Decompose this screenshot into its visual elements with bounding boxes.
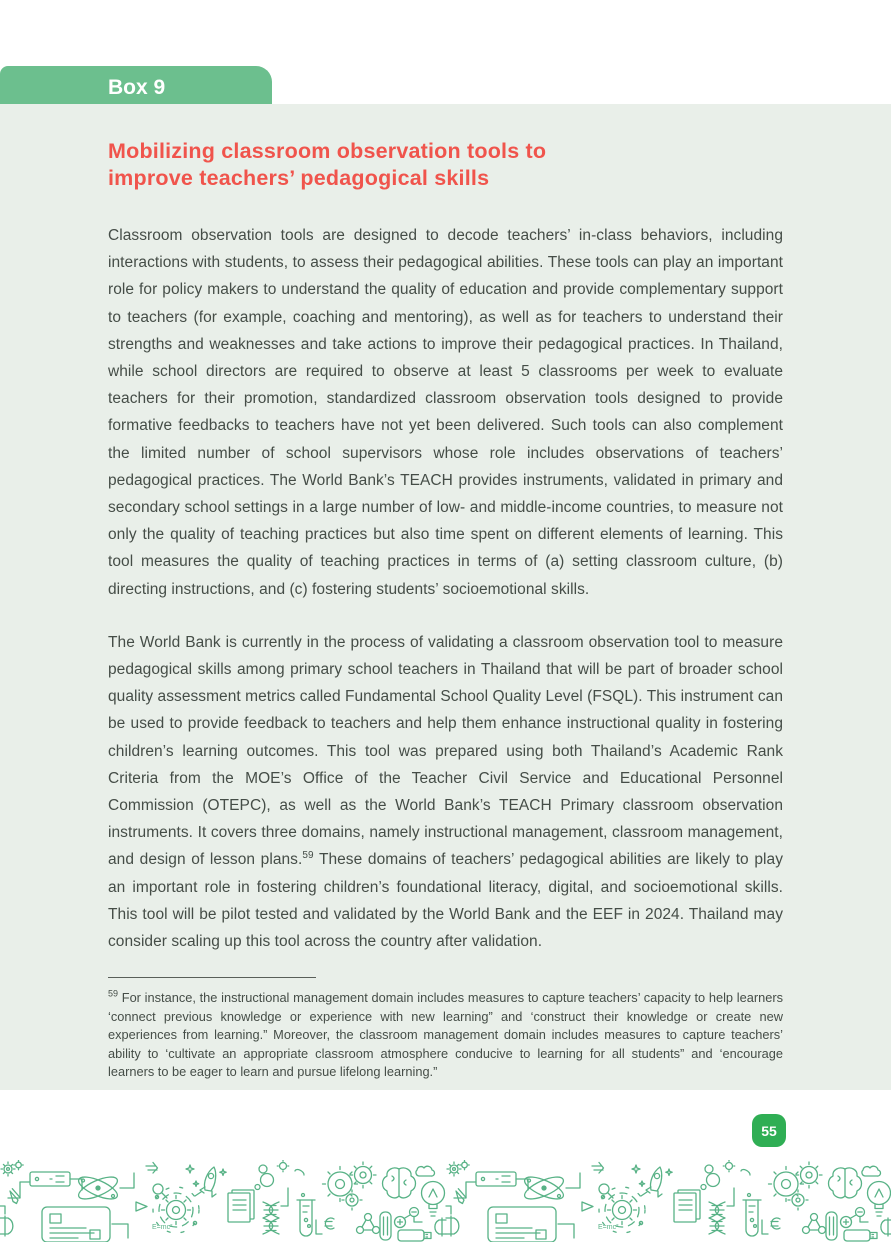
body-paragraph-2 <box>108 629 783 955</box>
box-heading-line1: Mobilizing classroom observation tools to <box>108 139 547 163</box>
brain-icon <box>383 1168 416 1198</box>
footnote-ref-59: 59 <box>302 850 314 862</box>
plug-icon <box>0 1216 13 1236</box>
rocket-icon <box>195 1167 216 1197</box>
svg-text:E=mc²: E=mc² <box>152 1224 173 1231</box>
test-tube-icon <box>297 1194 315 1237</box>
gear-icon <box>1 1160 23 1176</box>
usb-drive-icon <box>398 1230 431 1241</box>
server-icon <box>30 1172 70 1186</box>
box-9-panel <box>0 104 891 1090</box>
footnote-divider <box>108 977 316 978</box>
box-heading-line2: improve teachers’ pedagogical skills <box>108 166 490 190</box>
footnote-59 <box>108 989 783 1081</box>
flag-icon <box>136 1202 147 1211</box>
box-heading <box>108 138 783 192</box>
page-number-badge: 55 <box>752 1114 786 1147</box>
book-icon <box>228 1190 254 1222</box>
paragraph-2-text-after: These domains of teachers’ pedagogical abilities are likely to play an important role in fostering children’s foundational literacy, digital, and socioemotional skills. This tool will be pilot tested and validated by the World Bank and the EEF in 2024. Thailand may consider scaling up this tool across the country after validation. <box>108 851 783 951</box>
network-nodes-icon <box>395 1208 423 1228</box>
currency-icon <box>325 1218 334 1229</box>
star-icon <box>186 1165 226 1186</box>
paragraph-2-text-before: The World Bank is currently in the process of validating a classroom observation tool to measure pedagogical skills among primary school teachers in Thailand that will be part of broader school quality assessment metrics called Fundamental School Quality Level (FSQL). This instrument can be used to provide feedback to teachers and help them enhance instructional quality in fostering children’s learning outcomes. This tool was prepared using both Thailand’s Academic Rank Criteria from the MOE’s Office of the Teacher Civil Service and Educational Personnel Commission (OTEPC), as well as the World Bank’s TEACH Primary classroom observation instruments. It covers three domains, namely instructional management, classroom management, and design of lesson plans. <box>108 633 783 869</box>
pencil-icon <box>10 1189 20 1204</box>
box-9-tab: Box 9 <box>0 66 272 110</box>
science-doodle-band <box>0 1160 891 1242</box>
lightbulb-icon <box>422 1182 445 1217</box>
paperclip-icon <box>295 1170 304 1175</box>
footnote-marker: 59 <box>108 989 119 1000</box>
footnote-text: For instance, the instructional management domain includes measures to capture teachers’ capacity to help learners ‘connect previous knowledge or experience with new learning” and ‘construct their knowledge or create new experiences from learning.” Moreover, the classroom management domain includes measures to capture teachers’ ability to ‘cultivate an appropriate classroom atmosphere conducive to learning for all students” and ‘encourage learners to be eager to learn and pursue lifelong learning.” <box>108 990 783 1079</box>
gears-icon <box>323 1162 377 1210</box>
monitor-icon <box>42 1207 110 1242</box>
doodle-band-svg <box>0 1160 891 1242</box>
plug-right-icon <box>435 1218 446 1236</box>
dna-icon <box>263 1202 279 1234</box>
formula-text <box>152 1224 173 1231</box>
battery-icon <box>380 1212 391 1240</box>
bubbles-icon <box>255 1165 274 1190</box>
small-gear-icon <box>277 1160 288 1171</box>
molecule-icon <box>357 1214 380 1234</box>
cloud-icon <box>416 1166 435 1176</box>
arrow-icon <box>146 1163 158 1174</box>
body-paragraph-1: Classroom observation tools are designed to decode teachers’ in-class behaviors, including interactions with students, to assess their pedagogical abilities. These tools can play an important role for policy makers to understand the quality of education and provide complementary support to teachers (for example, coaching and mentoring), as well as for teachers to understand their strengths and weaknesses and take actions to improve their pedagogical practices. In Thailand, while school directors are required to observe at least 5 classrooms per week to evaluate teachers for their promotion, standardized classroom observation tools designed to provide formative feedbacks to teachers have not yet been delivered. Such tools can also complement the limited number of school supervisors whose role includes observations of teachers’ pedagogical practices. The World Bank’s TEACH provides instruments, validated in primary and secondary school settings in a large number of low- and middle-income countries, to measure not only the quality of teaching practices but also time spent on different elements of learning. This tool measures the quality of teaching practices in terms of (a) setting classroom culture, (b) directing instructions, and (c) fostering students’ socioemotional skills. <box>108 227 783 598</box>
